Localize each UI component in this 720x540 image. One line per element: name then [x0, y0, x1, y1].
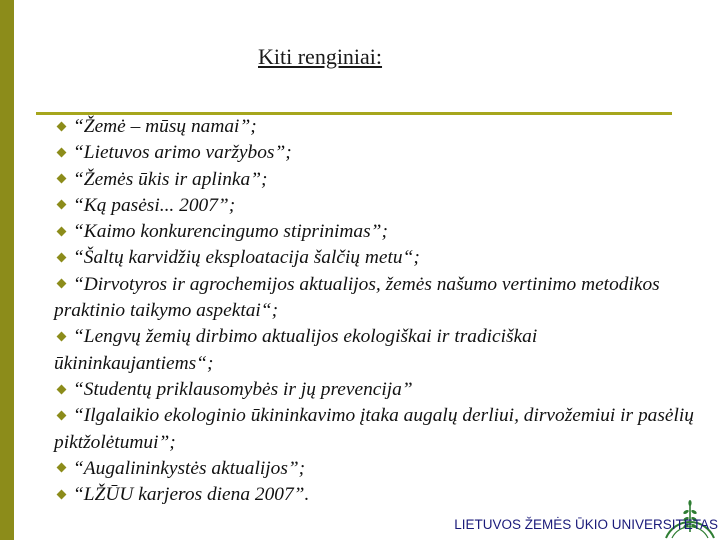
side-accent-bar [0, 0, 14, 540]
list-item-text: “Dirvotyros ir agrochemijos aktualijos, žemės našumo vertinimo metodikos praktinio taikymo aspektai“; [54, 273, 660, 322]
list-item-text: “Lietuvos arimo varžybos”; [73, 142, 292, 164]
list-item [54, 377, 694, 403]
diamond-bullet-icon [57, 489, 67, 499]
page-title: Kiti renginiai: [258, 44, 383, 69]
list-item [54, 219, 694, 245]
diamond-bullet-icon [57, 384, 67, 394]
diamond-bullet-icon [57, 174, 67, 184]
list-item [54, 456, 694, 482]
list-item-text: “LŽŪU karjeros diena 2007”. [73, 484, 310, 506]
list-item-text: “Ką pasėsi... 2007”; [73, 194, 236, 216]
diamond-bullet-icon [57, 200, 67, 210]
list-item [54, 193, 694, 219]
list-item-text: “Žemė – mūsų namai”; [73, 116, 257, 137]
list-item [54, 140, 694, 166]
diamond-bullet-icon [57, 463, 67, 473]
diamond-bullet-icon [57, 331, 67, 341]
diamond-bullet-icon [57, 279, 67, 289]
list-item [54, 324, 694, 377]
list-item-text: “Studentų priklausomybės ir jų prevencija” [73, 378, 413, 400]
list-item [54, 272, 694, 325]
list-item [54, 403, 694, 456]
diamond-bullet-icon [57, 147, 67, 157]
list-item-text: “Augalininkystės aktualijos”; [73, 457, 306, 479]
list-item [54, 114, 694, 140]
list-item [54, 482, 694, 508]
list-item-text: “Lengvų žemių dirbimo aktualijos ekologiškai ir tradiciškai ūkininkaujantiems“; [54, 326, 538, 374]
diamond-bullet-icon [57, 226, 67, 236]
list-item-text: “Žemės ūkis ir aplinka”; [73, 168, 268, 190]
list-item [54, 167, 694, 193]
list-item-text: “Kaimo konkurencingumo stiprinimas”; [73, 221, 388, 243]
university-name: LIETUVOS ŽEMĖS ŪKIO UNIVERSITETAS [454, 517, 718, 532]
diamond-bullet-icon [57, 253, 67, 263]
list-item-text: “Šaltų karvidžių eksploatacija šalčių metu“; [73, 247, 420, 269]
list-item-text: “Ilgalaikio ekologinio ūkininkavimo įtaka augalų derliui, dirvožemiui ir pasėlių piktžolėtumui”; [54, 405, 694, 453]
events-list [54, 114, 694, 508]
diamond-bullet-icon [57, 121, 67, 131]
list-item [54, 245, 694, 271]
diamond-bullet-icon [57, 410, 67, 420]
